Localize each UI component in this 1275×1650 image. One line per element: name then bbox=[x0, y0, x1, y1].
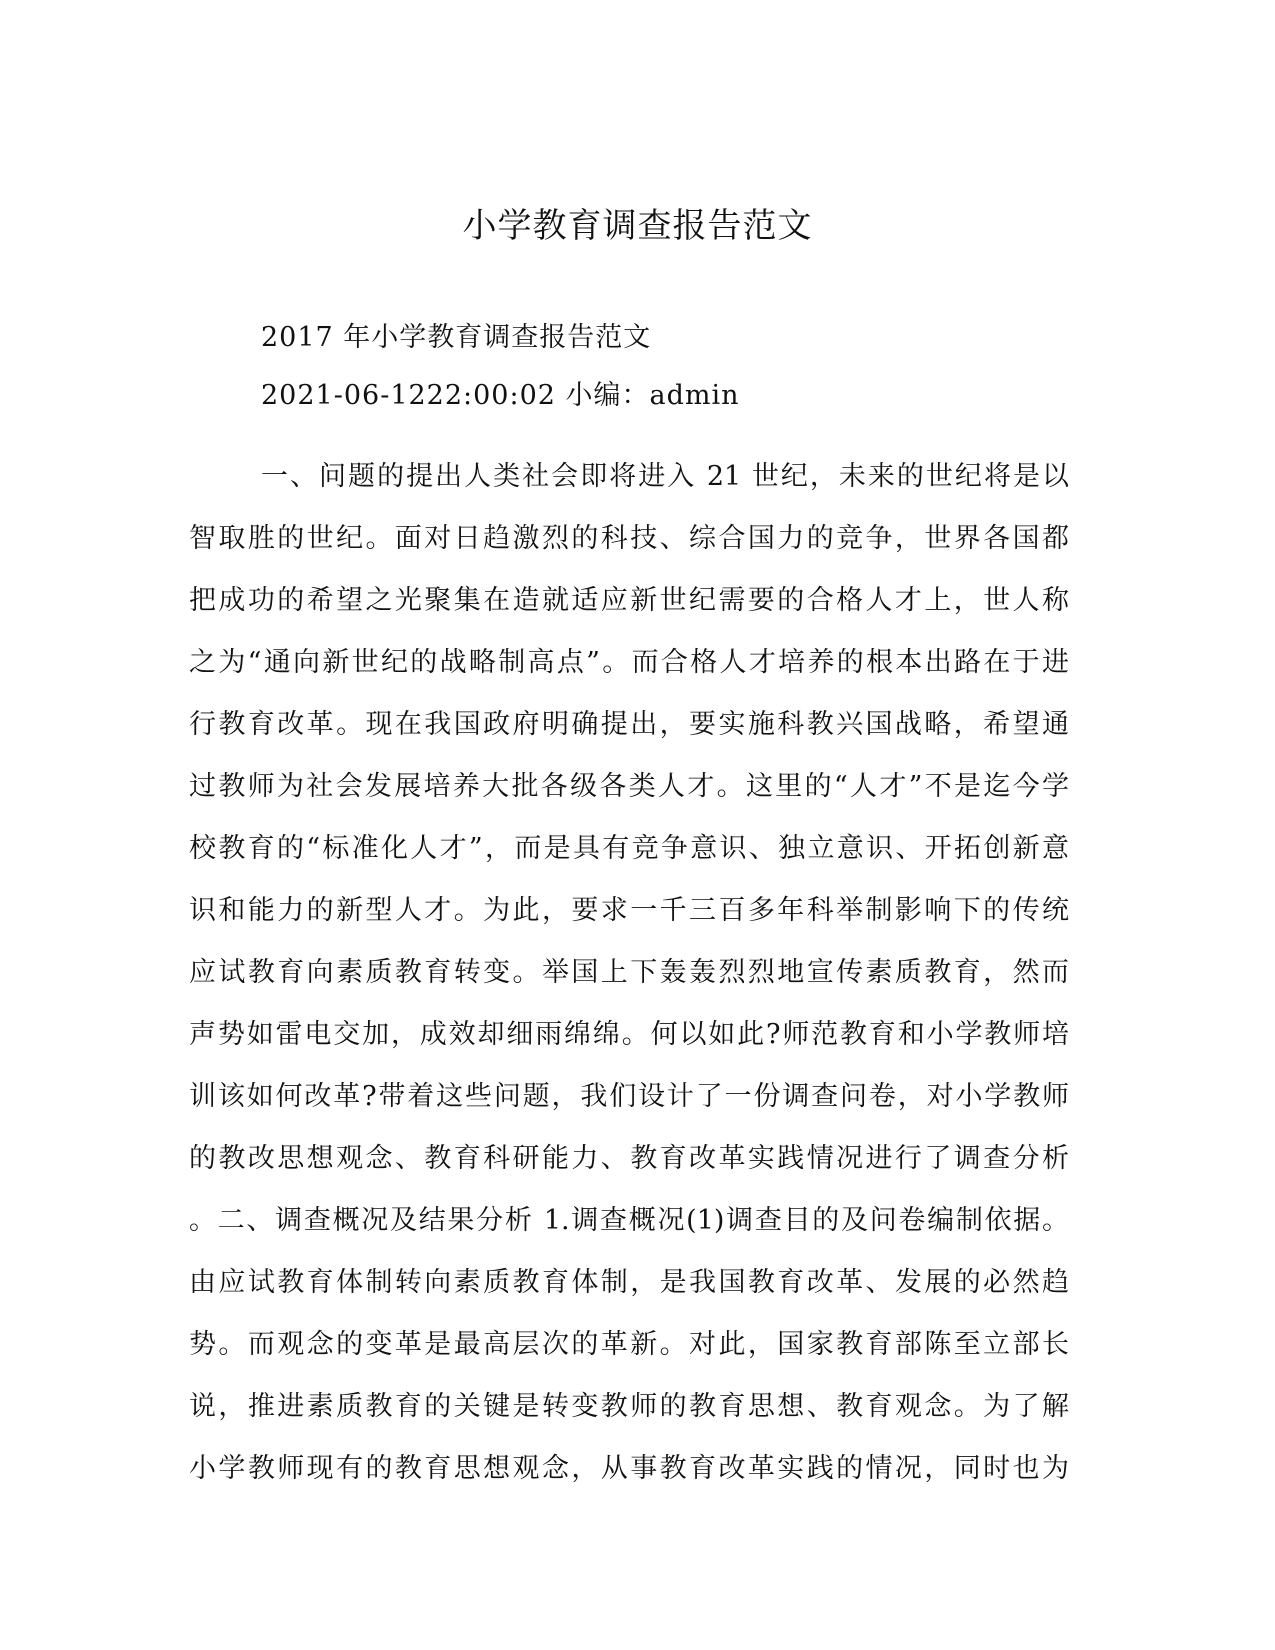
body-line: 。二、调查概况及结果分析 1.调查概况(1)调查目的及问卷编制依据。 bbox=[189, 1205, 1069, 1236]
body-line: 势。而观念的变革是最高层次的革新。对此，国家教育部陈至立部长 bbox=[189, 1329, 1069, 1360]
document-subtitle: 2017 年小学教育调查报告范文 bbox=[261, 322, 652, 353]
body-line: 小学教师现有的教育思想观念，从事教育改革实践的情况，同时也为 bbox=[189, 1453, 1069, 1484]
publish-meta: 2021-06-1222:00:02 小编：admin bbox=[261, 380, 740, 411]
body-line: 智取胜的世纪。面对日趋激烈的科技、综合国力的竞争，世界各国都 bbox=[189, 523, 1069, 554]
body-line: 训该如何改革?带着这些问题，我们设计了一份调查问卷，对小学教师 bbox=[189, 1081, 1069, 1112]
body-line: 说，推进素质教育的关键是转变教师的教育思想、教育观念。为了解 bbox=[189, 1391, 1069, 1422]
body-line: 识和能力的新型人才。为此，要求一千三百多年科举制影响下的传统 bbox=[189, 895, 1069, 926]
body-line: 应试教育向素质教育转变。举国上下轰轰烈烈地宣传素质教育，然而 bbox=[189, 957, 1069, 988]
body-line: 的教改思想观念、教育科研能力、教育改革实践情况进行了调查分析 bbox=[189, 1143, 1069, 1174]
body-line: 校教育的“标准化人才”，而是具有竞争意识、独立意识、开拓创新意 bbox=[189, 833, 1069, 864]
body-line: 之为“通向新世纪的战略制高点”。而合格人才培养的根本出路在于进 bbox=[189, 647, 1069, 678]
body-line: 行教育改革。现在我国政府明确提出，要实施科教兴国战略，希望通 bbox=[189, 709, 1069, 740]
document-title: 小学教育调查报告范文 bbox=[462, 206, 813, 246]
body-line: 由应试教育体制转向素质教育体制，是我国教育改革、发展的必然趋 bbox=[189, 1267, 1069, 1298]
body-line: 过教师为社会发展培养大批各级各类人才。这里的“人才”不是迄今学 bbox=[189, 771, 1069, 802]
document-body bbox=[189, 446, 1069, 1500]
body-line: 一、问题的提出人类社会即将进入 21 世纪，未来的世纪将是以 bbox=[261, 461, 1069, 492]
body-line: 声势如雷电交加，成效却细雨绵绵。何以如此?师范教育和小学教师培 bbox=[189, 1019, 1069, 1050]
body-line: 把成功的希望之光聚集在造就适应新世纪需要的合格人才上，世人称 bbox=[189, 585, 1069, 616]
